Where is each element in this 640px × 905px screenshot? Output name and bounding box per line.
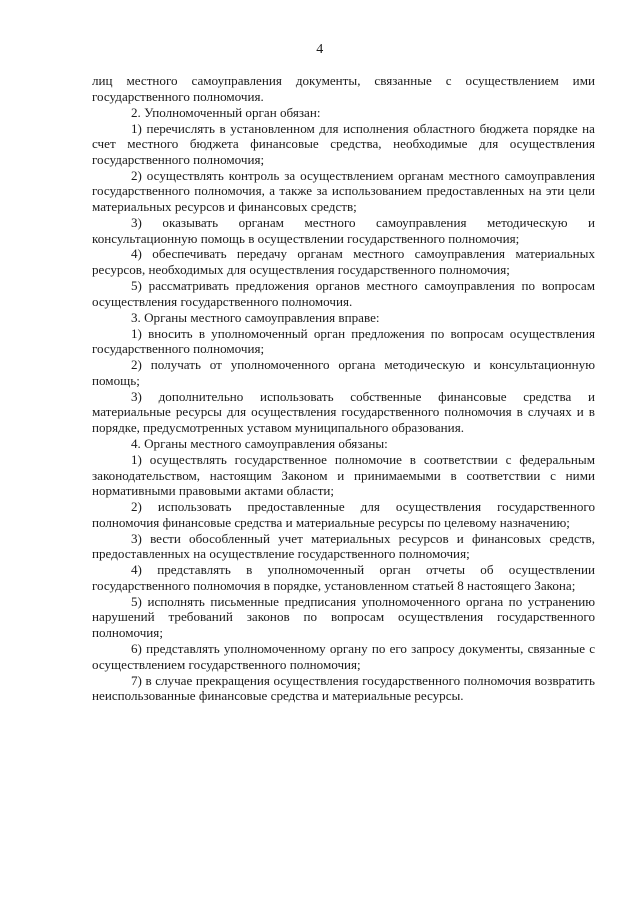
section-2-item-1: 1) перечислять в установленном для исполнения областного бюджета порядке на счет местного бюджета финансовые средства, необходимые для осуществления государственного полномочия; <box>92 120 595 167</box>
section-3-heading: 3. Органы местного самоуправления вправе: <box>131 309 380 325</box>
section-3-item-3: 3) дополнительно использовать собственные финансовые средства и материальные ресурсы для осуществления государственного полномочия в случаях и в порядке, предусмотренных уставом муниципального образования. <box>92 388 595 435</box>
section-3-item-1: 1) вносить в уполномоченный орган предложения по вопросам осуществления государственного полномочия; <box>92 325 595 357</box>
section-3-item-2: 2) получать от уполномоченного органа методическую и консультационную помощь; <box>92 357 595 388</box>
section-4-item-4: 4) представлять в уполномоченный орган отчеты об осуществлении государственного полномочия в порядке, установленном статьей 8 настоящего Закона; <box>92 562 595 593</box>
section-2-item-5: 5) рассматривать предложения органов местного самоуправления по вопросам осуществления государственного полномочия. <box>92 278 595 309</box>
page-number: 4 <box>316 42 324 57</box>
section-4-item-7: 7) в случае прекращения осуществления государственного полномочия возвратить неиспользованные финансовые средства и материальные ресурсы. <box>92 672 595 704</box>
section-4-heading: 4. Органы местного самоуправления обязаны: <box>131 435 388 451</box>
paragraph-continuation: лиц местного самоуправления документы, связанные с осуществлением ими государственного полномочия. <box>92 73 595 104</box>
section-4-item-6: 6) представлять уполномоченному органу по его запросу документы, связанные с осуществлением государственного полномочия; <box>92 641 595 672</box>
section-4-item-5: 5) исполнять письменные предписания уполномоченного органа по устранению нарушений требований законов по вопросам осуществления государственного полномочия; <box>92 593 595 641</box>
section-2-item-4: 4) обеспечивать передачу органам местного самоуправления материальных ресурсов, необходимых для осуществления государственного полномочия; <box>92 246 595 278</box>
section-4-item-3: 3) вести обособленный учет материальных ресурсов и финансовых средств, предоставленных на осуществление государственного полномочия; <box>92 530 595 562</box>
section-4-item-1: 1) осуществлять государственное полномочие в соответствии с федеральным законодательством, настоящим Законом и принимаемыми в соответствии с ними нормативными правовыми актами области; <box>92 451 595 499</box>
document-body <box>92 73 595 704</box>
section-2-item-2: 2) осуществлять контроль за осуществлением органам местного самоуправления государственного полномочия, а также за использованием предоставленных на эти цели материальных ресурсов и финансовых средств; <box>92 167 595 214</box>
section-4-item-2: 2) использовать предоставленные для осуществления государственного полномочия финансовые средства и материальные ресурсы по целевому назначению; <box>92 499 595 530</box>
section-2-item-3: 3) оказывать органам местного самоуправления методическую и консультационную помощь в осуществлении государственного полномочия; <box>92 214 595 246</box>
section-2-heading: 2. Уполномоченный орган обязан: <box>131 104 321 120</box>
